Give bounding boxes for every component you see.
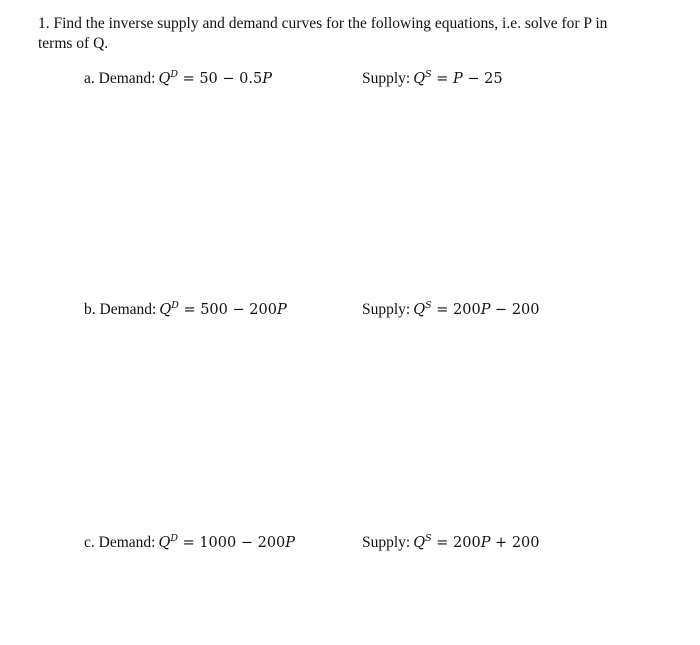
part-b-row [0,301,700,325]
demand-equation: $Q^D = 500 - 200P$ [159,300,287,318]
demand-equation: $Q^D = 1000 - 200P$ [158,533,296,551]
part-a-row [0,70,700,94]
part-c-row [0,534,700,558]
part-c-supply [362,534,540,552]
part-c-demand [84,534,295,552]
supply-label: Supply: [362,301,411,318]
supply-label: Supply: [362,70,411,87]
demand-label: c. Demand: [84,534,156,551]
demand-label: a. Demand: [84,70,156,87]
supply-equation: $Q^S = P - 25$ [413,69,503,87]
supply-equation: $Q^S = 200P + 200$ [413,533,540,551]
part-b-demand [84,301,287,319]
supply-equation: $Q^S = 200P - 200$ [413,300,540,318]
part-a-demand [84,70,272,88]
part-a-supply [362,70,503,88]
question-prompt: 1. Find the inverse supply and demand curves for the following equations, i.e. solve for P in terms of Q. [38,15,608,52]
supply-label: Supply: [362,534,411,551]
demand-equation: $Q^D = 50 - 0.5P$ [158,69,272,87]
demand-label: b. Demand: [84,301,157,318]
part-b-supply [362,301,540,319]
